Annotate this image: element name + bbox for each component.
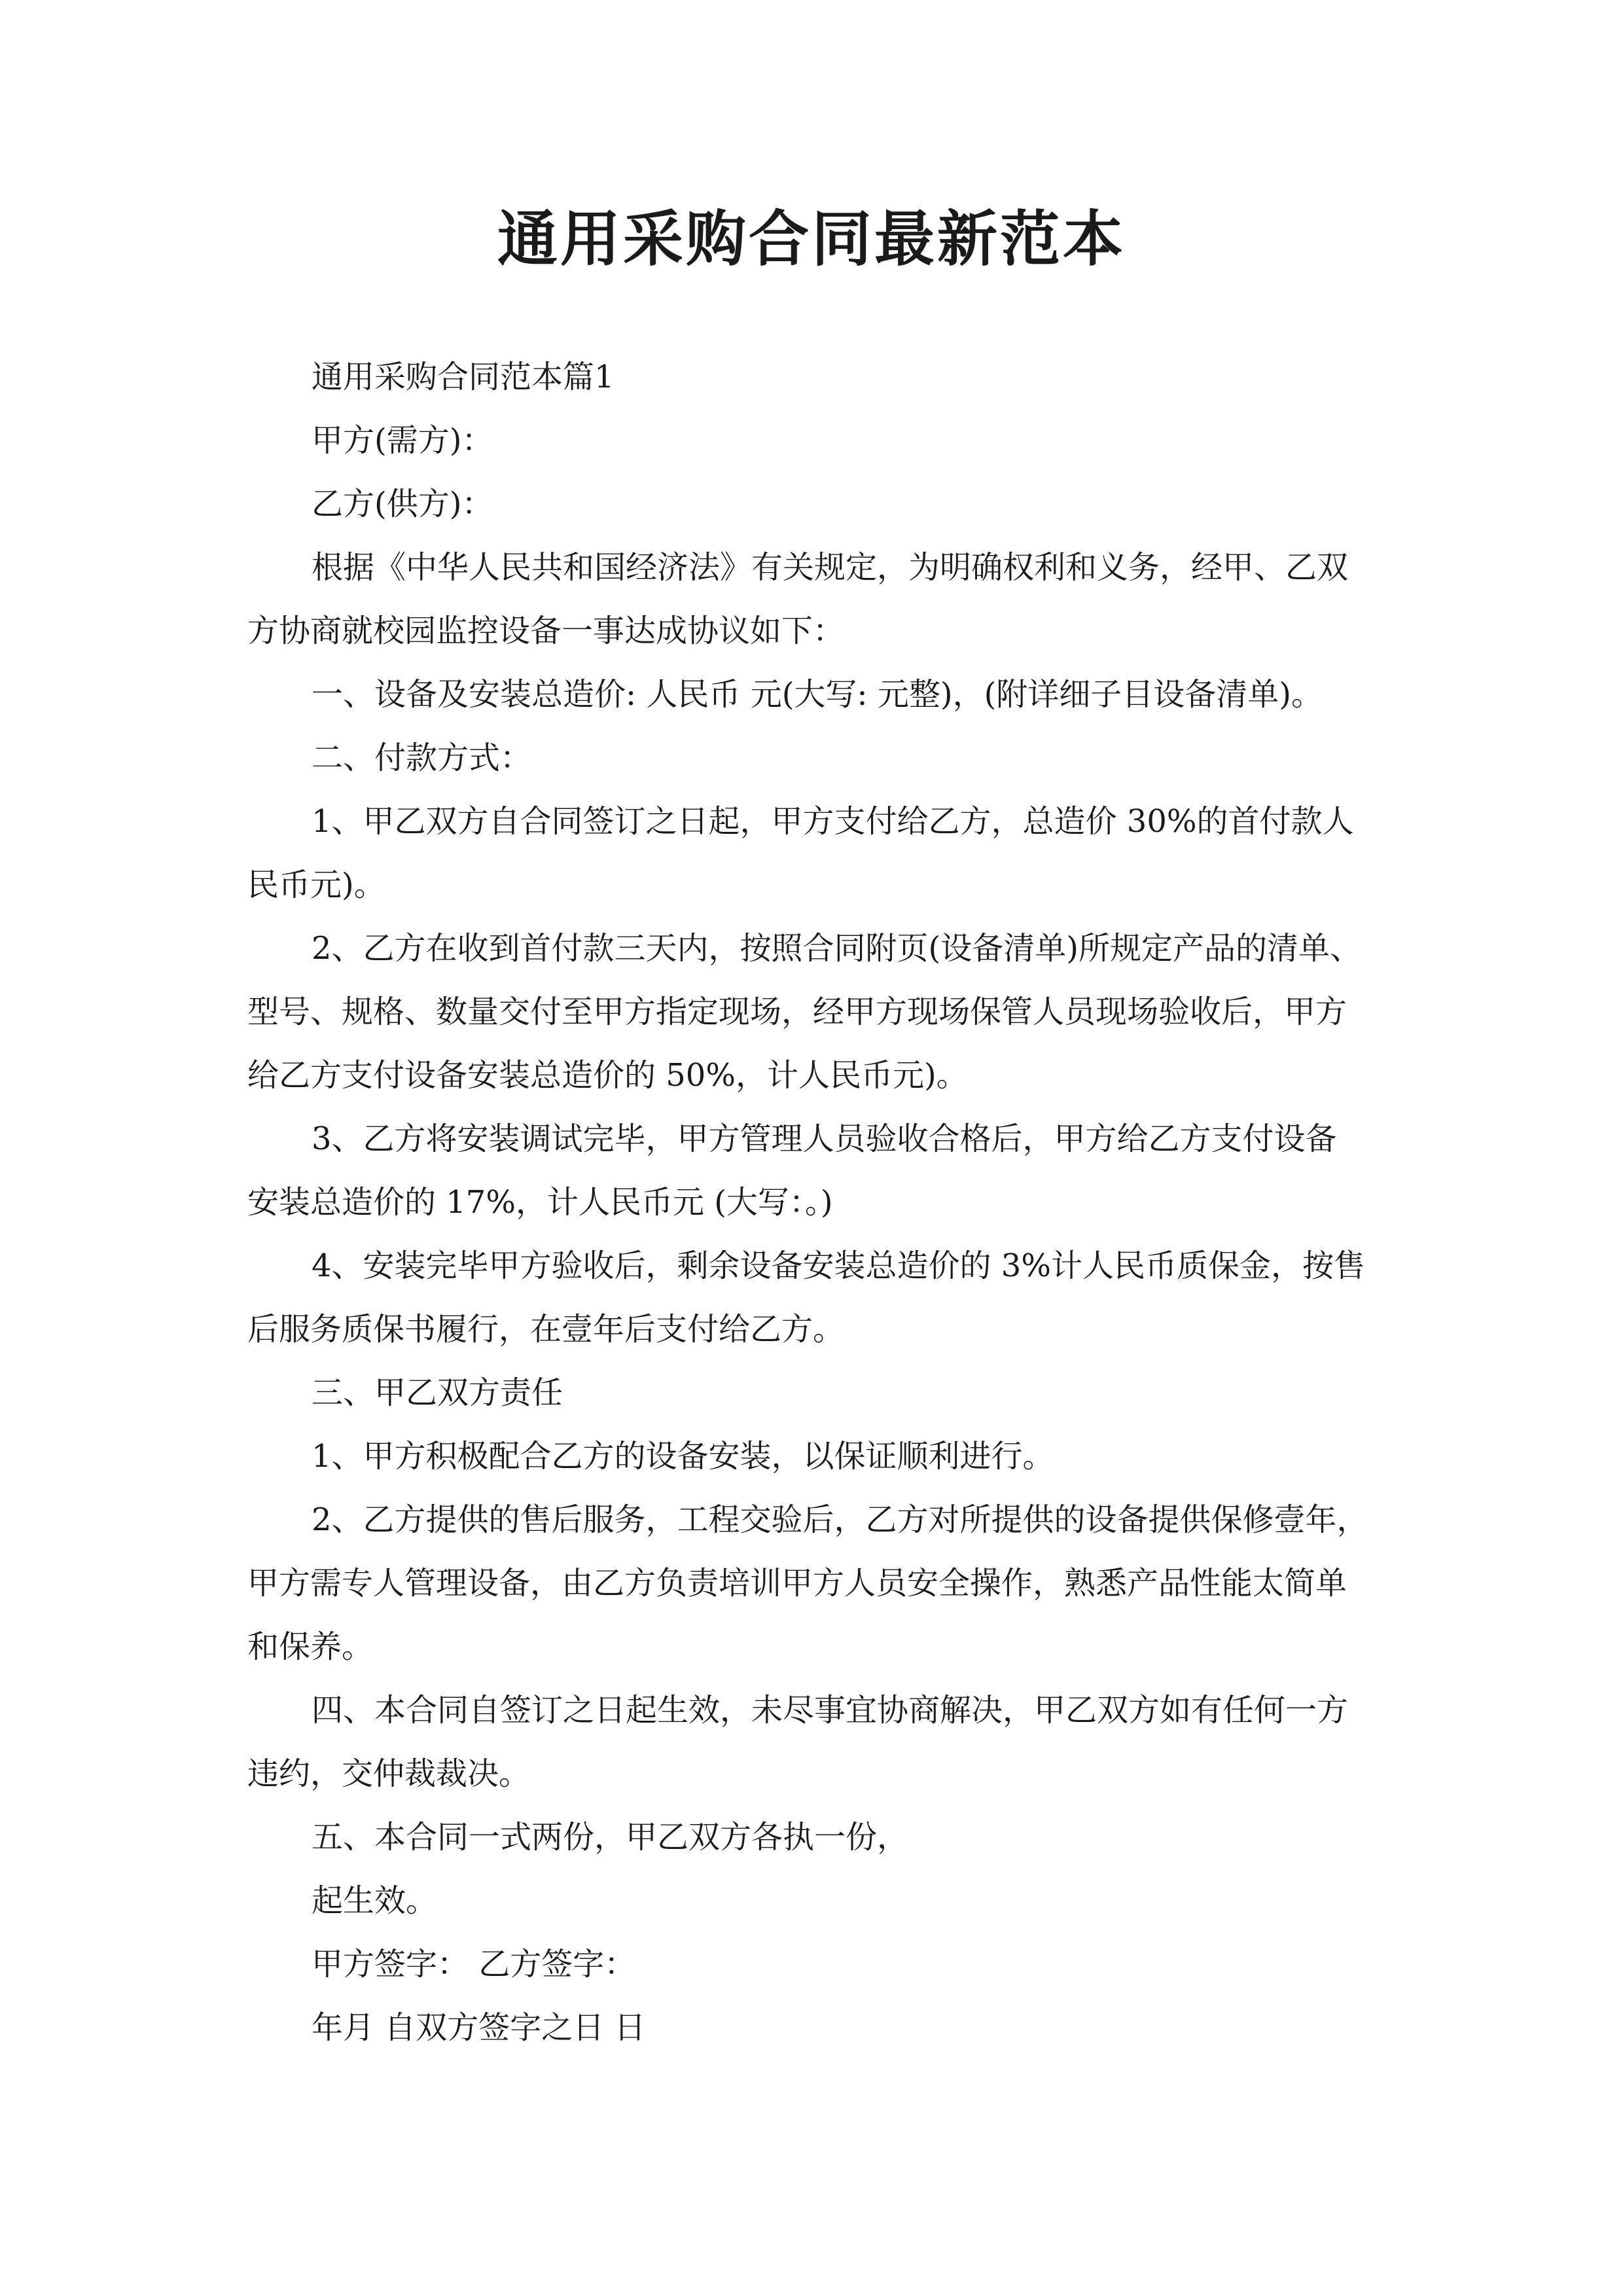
clause-line: 违约，交仲裁裁决。 bbox=[247, 1755, 531, 1792]
clause-line: 四、本合同自签订之日起生效，未尽事宜协商解决，甲乙双方如有任何一方 bbox=[312, 1692, 1349, 1729]
document-body bbox=[247, 346, 1399, 2060]
clause-line: 五、本合同一式两份，甲乙双方各执一份， bbox=[312, 1819, 909, 1856]
clause-line: 型号、规格、数量交付至甲方指定现场，经甲方现场保管人员现场验收后，甲方 bbox=[247, 994, 1347, 1030]
clause-line: 给乙方支付设备安装总造价的 50%，计人民币元)。 bbox=[247, 1057, 968, 1094]
clause-line: 1、甲乙双方自合同签订之日起，甲方支付给乙方，总造价 30%的首付款人 bbox=[312, 803, 1354, 840]
clause-line: 后服务质保书履行，在壹年后支付给乙方。 bbox=[247, 1311, 845, 1348]
clause-line: 和保养。 bbox=[247, 1628, 374, 1665]
clause-line: 安装总造价的 17%，计人民币元 (大写：。) bbox=[247, 1184, 833, 1221]
clause-line: 民币元)。 bbox=[247, 867, 385, 903]
section-heading: 通用采购合同范本篇1 bbox=[312, 359, 615, 395]
clause-line: 一、设备及安装总造价: 人民币 元(大写: 元整)，(附详细子目设备清单)。 bbox=[312, 676, 1323, 713]
clause-line: 4、安装完毕甲方验收后，剩余设备安装总造价的 3%计人民币质保金，按售 bbox=[312, 1247, 1365, 1284]
date-line: 年月 自双方签字之日 日 bbox=[312, 2009, 646, 2046]
clause-line: 甲方需专人管理设备，由乙方负责培训甲方人员安全操作，熟悉产品性能太简单 bbox=[247, 1565, 1347, 1602]
party-b-label: 乙方(供方)： bbox=[312, 486, 493, 522]
clause-heading: 三、甲乙双方责任 bbox=[312, 1374, 563, 1411]
document-title: 通用采购合同最新范本 bbox=[497, 204, 1126, 274]
clause-line: 2、乙方提供的售后服务，工程交验后，乙方对所提供的设备提供保修壹年， bbox=[312, 1501, 1368, 1538]
paragraph-line: 方协商就校园监控设备一事达成协议如下： bbox=[247, 613, 845, 649]
paragraph-line: 根据《中华人民共和国经济法》有关规定，为明确权利和义务，经甲、乙双 bbox=[312, 549, 1349, 586]
clause-heading: 二、付款方式： bbox=[312, 740, 532, 776]
clause-line: 2、乙方在收到首付款三天内，按照合同附页(设备清单)所规定产品的清单、 bbox=[312, 930, 1361, 967]
clause-line: 起生效。 bbox=[312, 1882, 438, 1919]
signature-line: 甲方签字： 乙方签字： bbox=[312, 1946, 636, 1982]
clause-line: 1、甲方积极配合乙方的设备安装，以保证顺利进行。 bbox=[312, 1438, 1054, 1475]
party-a-label: 甲方(需方)： bbox=[312, 422, 493, 459]
clause-line: 3、乙方将安装调试完毕，甲方管理人员验收合格后，甲方给乙方支付设备 bbox=[312, 1121, 1337, 1157]
